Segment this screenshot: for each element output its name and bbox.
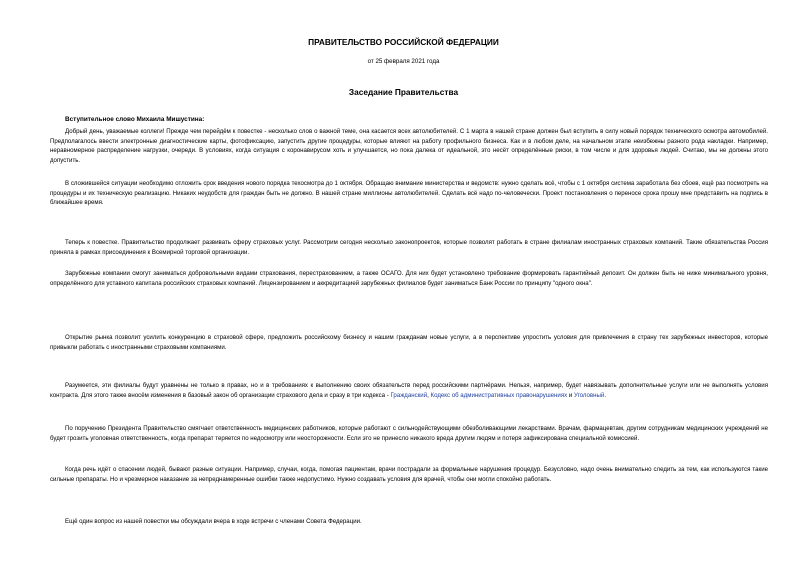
paragraph-foreign-insurers: Зарубежные компании смогут заниматься добровольными видами страхования, перестрахованием, а также ОСАГО. Для них будет установлено требование формировать гарантийный депозит. Он должен быть не ниже минимального уровня, определённого для уставного капитала российских страховых компаний. Лицензированием и аккредитацией зарубежных филиалов будет заниматься Банк России по принципу "одного окна".: [50, 270, 768, 287]
paragraph-text: Разумеется, эти филиалы будут уравнены не только в правах, но и в требованиях к выполнению своих обязательств перед российскими партнёрами. Нельзя, например, будет навязывать дополнительные услуги или не выполнять условия контракта. Для этого также вносём изменения в базовый закон об организации страхового дела и сразу в три кодекса -: [50, 382, 768, 399]
document-date: от 25 февраля 2021 года: [367, 58, 440, 65]
meeting-title: Заседание Правительства: [348, 87, 459, 97]
intro-heading: Вступительное слово Михаила Мишустина:: [65, 116, 205, 123]
government-title: ПРАВИТЕЛЬСТВО РОССИЙСКОЙ ФЕДЕРАЦИИ: [308, 37, 499, 47]
separator-text: ,: [427, 391, 431, 399]
paragraph-branch-obligations: [50, 381, 768, 400]
paragraph-insurance-agenda: Теперь к повестке. Правительство продолжает развивать сферу страховых услуг. Рассмотрим сегодня несколько законопроектов, которые позволят работать в стране филиалам иностранных страховых компаний. Такие обязательства Россия приняла в рамках присоединения к Всемирной торговой организации.: [50, 239, 768, 256]
paragraph-market-opening: Открытие рынка позволит усилить конкуренцию в страховой сфере, предложить российскому бизнесу и нашим гражданам новые услуги, а в перспективе упростить условия для привлечения в страну тех зарубежных инвесторов, которые привыкли работать с иностранными страховыми компаниями.: [50, 334, 768, 351]
paragraph-saving-people: Когда речь идёт о спасении людей, бывают разные ситуации. Например, случаи, когда, помогая пациентам, врачи пострадали за формальные нарушения процедур. Безусловно, надо очень внимательно следить за тем, как используются такие сильные препараты. Но и чрезмерное наказание за непреднамеренные ошибки также недопустимо. Нужно создавать условия для врачей, чтобы они могли спокойно работать.: [50, 466, 768, 483]
civil-code-link[interactable]: Гражданский: [390, 391, 428, 399]
conjunction-text: и: [567, 391, 574, 399]
paragraph-medical-workers: По поручению Президента Правительство смягчает ответственность медицинских работников, которые работают с сильнодействующими обезболивающими лекарствами. Врачам, фармацевтам, другим сотрудникам медицинских учреждений не будет грозить уголовная ответственность, когда препарат теряется по недосмотру или неосторожности. Если это не принесло никакого вреда другим людям и потеря зафиксирована специальной комиссией.: [50, 425, 768, 442]
paragraph-techinspection-postpone: В сложившейся ситуации необходимо отложить срок введения нового порядка техосмотра до 1 октября. Обращаю внимание министерства и ведомств: нужно сделать всё, чтобы с 1 октября система заработала без сбоев, ещё раз посмотреть на процедуры и их техническую реализацию. Никаких неудобств для граждан быть не должно. В нашей стране миллионы автолюбителей. Сделать всё надо по-человечески. Проект постановления о переносе срока прошу мне представить на подпись в ближайшее время.: [50, 180, 768, 207]
criminal-code-link[interactable]: Уголовный: [573, 391, 605, 399]
paragraph-federation-council: Ещё один вопрос из нашей повестки мы обсуждали вчера в ходе встречи с членами Совета Федерации.: [65, 518, 362, 525]
sentence-end-text: .: [604, 391, 607, 399]
administrative-code-link[interactable]: Кодекс об административных правонарушениях: [430, 391, 568, 399]
paragraph-techinspection-intro: Добрый день, уважаемые коллеги! Прежде чем перейдём к повестке - несколько слов о важной теме, она касается всех автолюбителей. С 1 марта в нашей стране должен был вступить в силу новый порядок технического осмотра автомобилей. Предполагалось ввести электронные диагностические карты, фотофиксацию, запустить другие процедуры, которые влияют на работу профильного бизнеса. Как и в любом деле, на начальном этапе неизбежны разного рода накладки. Например, неравномерное распределение нагрузки, очереди. В условиях, когда ситуация с коронавирусом хоть и улучшается, но пока далека от идеальной, это несёт определённые риски, в том числе и для здоровья людей. Считаю, мы не должны этого допустить.: [50, 128, 768, 165]
